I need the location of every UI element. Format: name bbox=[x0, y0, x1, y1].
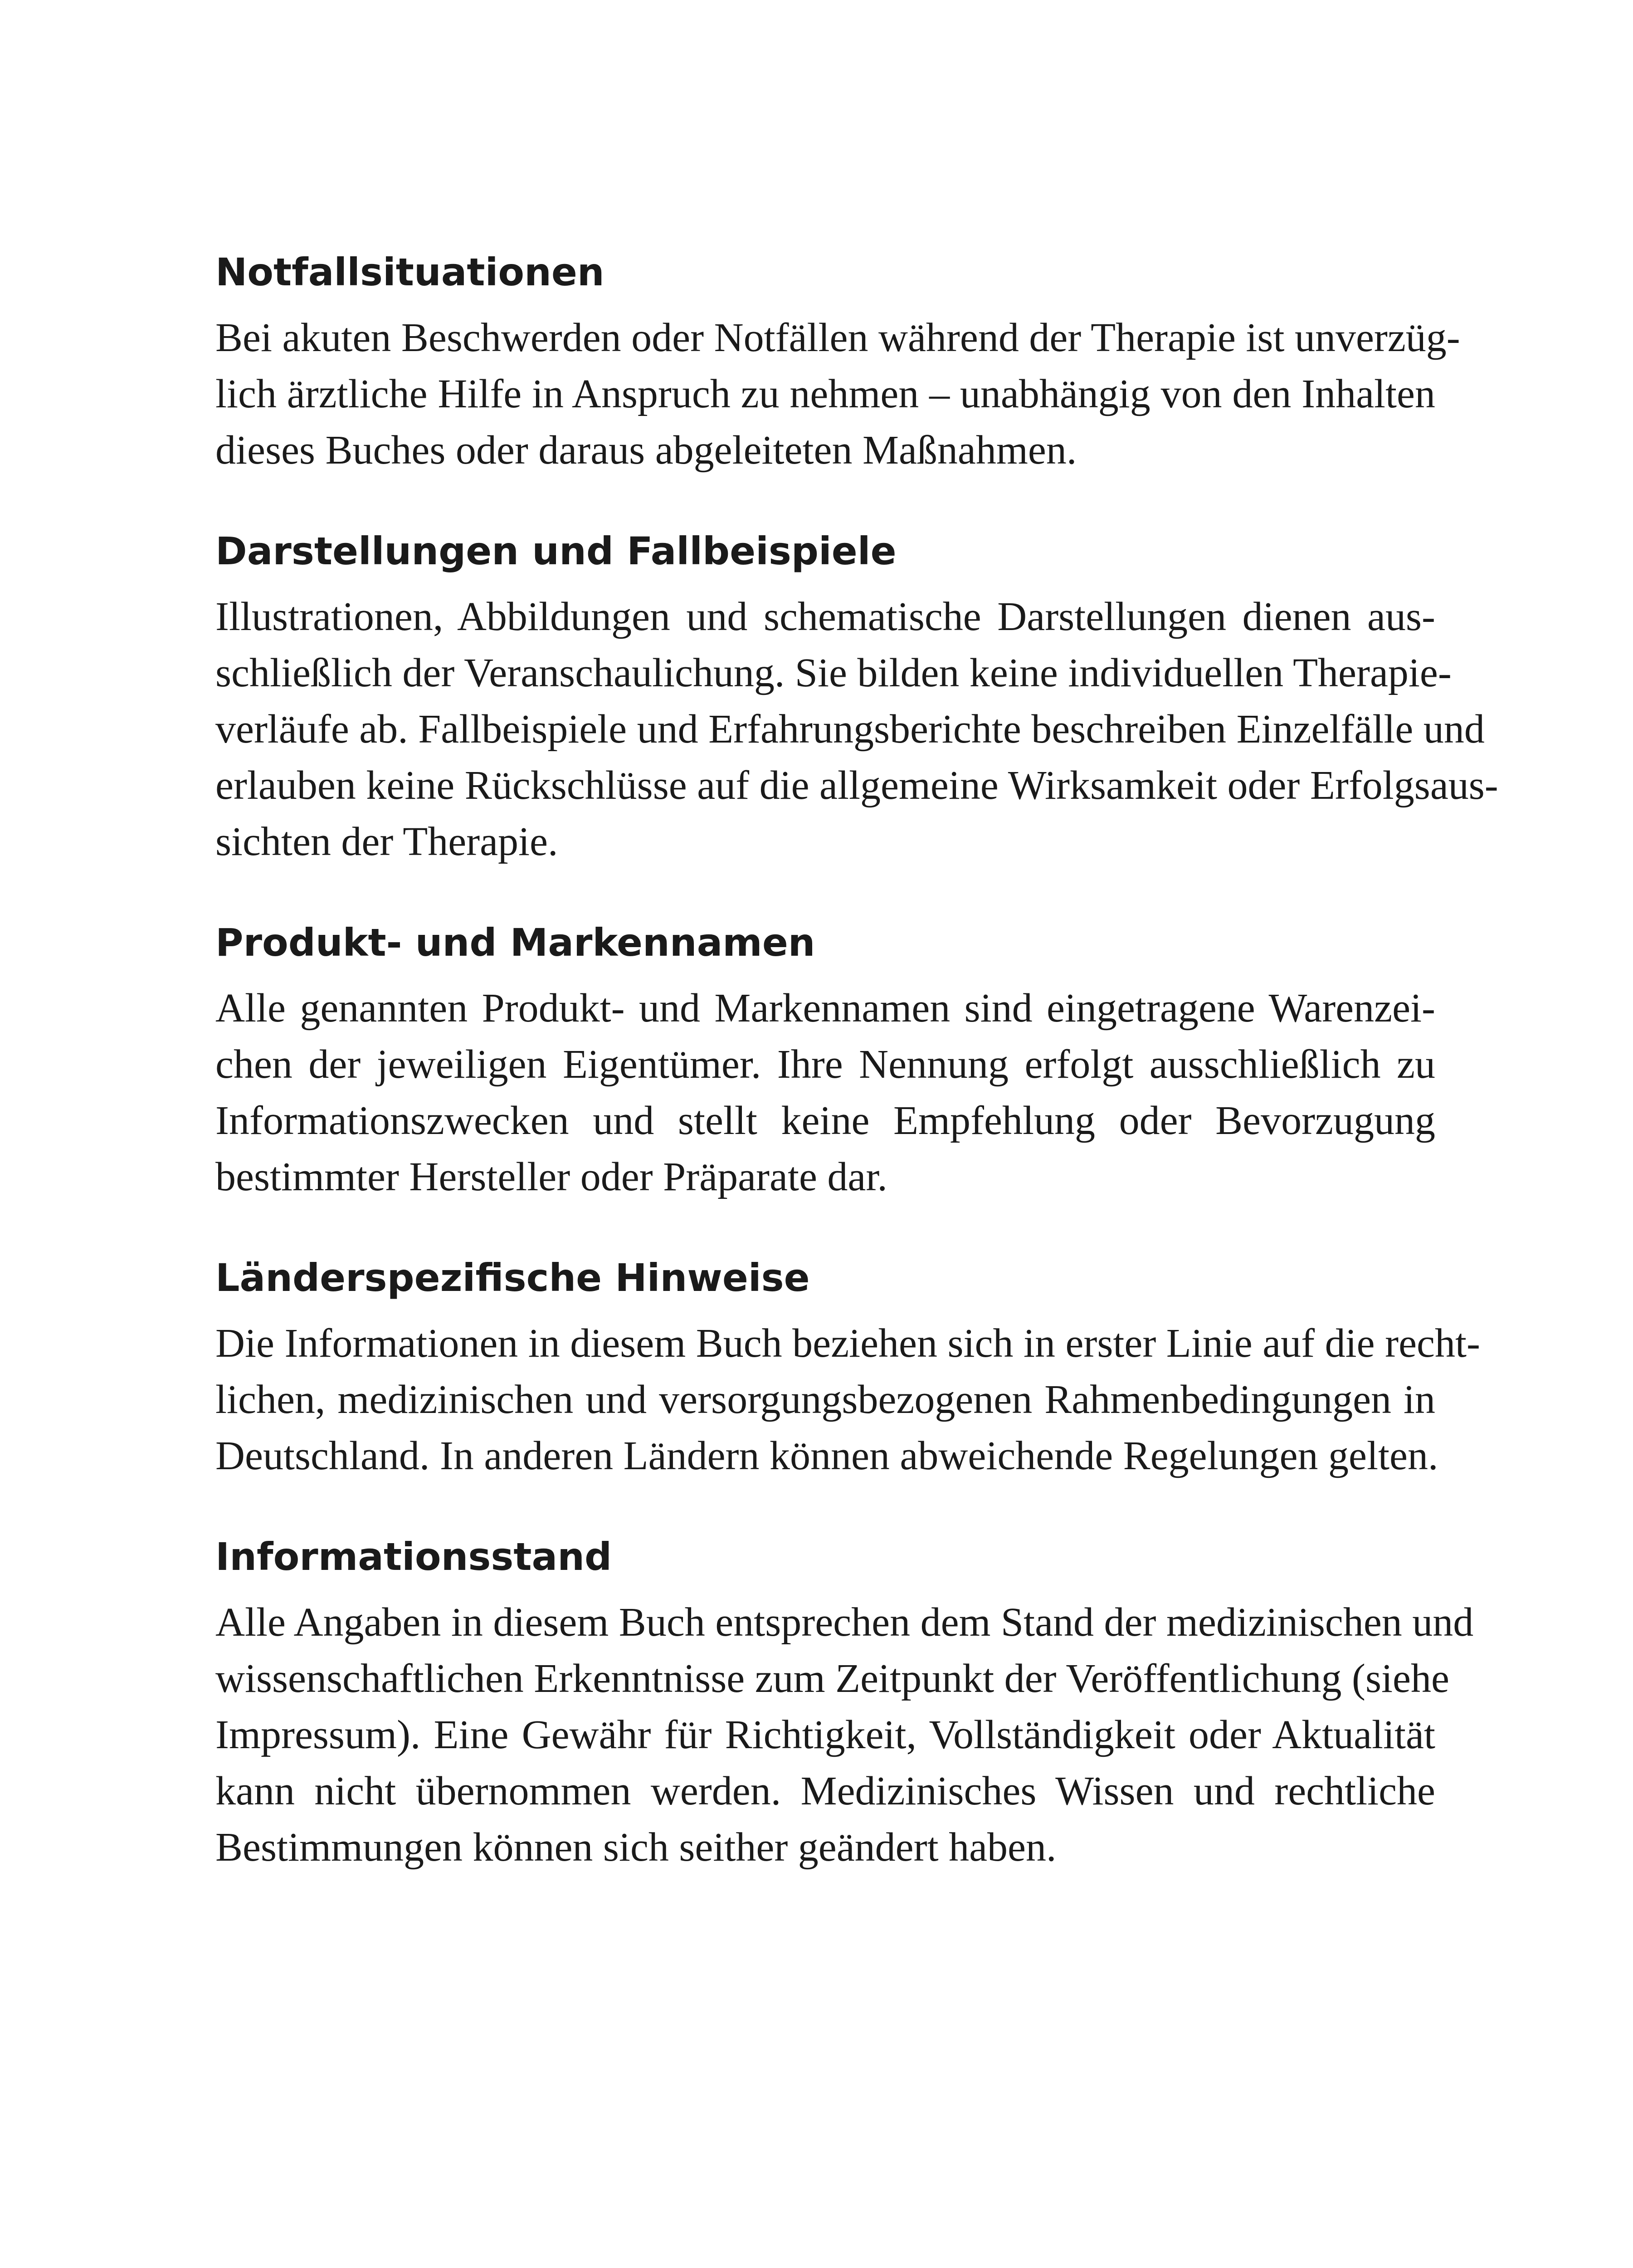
section-heading: Informationsstand bbox=[215, 1535, 612, 1579]
body-line: Alle genannten Produkt- und Markennamen sind eingetragene Warenzei- bbox=[215, 986, 1435, 1031]
section-darstellungen bbox=[215, 526, 1498, 870]
body-line: kann nicht übernommen werden. Medizinisches Wissen und rechtliche bbox=[215, 1769, 1435, 1813]
body-line: verläufe ab. Fallbeispiele und Erfahrungsberichte beschreiben Einzelfälle und bbox=[215, 707, 1485, 752]
section-informationsstand bbox=[215, 1532, 1474, 1876]
body-line: erlauben keine Rückschlüsse auf die allgemeine Wirksamkeit oder Erfolgsaus- bbox=[215, 763, 1498, 808]
section-body bbox=[215, 1315, 1480, 1484]
document-content bbox=[215, 247, 1498, 1923]
body-line: chen der jeweiligen Eigentümer. Ihre Nennung erfolgt ausschließlich zu bbox=[215, 1042, 1435, 1087]
section-body bbox=[215, 980, 1435, 1205]
body-line: Bei akuten Beschwerden oder Notfällen während der Therapie ist unverzüg- bbox=[215, 315, 1460, 360]
section-heading: Länderspezifische Hinweise bbox=[215, 1256, 810, 1300]
body-line: Bestimmungen können sich seither geändert haben. bbox=[215, 1825, 1057, 1870]
section-laenderhinweise bbox=[215, 1253, 1480, 1484]
body-line: Alle Angaben in diesem Buch entsprechen dem Stand der medizinischen und bbox=[215, 1600, 1474, 1645]
section-body bbox=[215, 310, 1460, 479]
body-line: Impressum). Eine Gewähr für Richtigkeit, Vollständigkeit oder Aktualität bbox=[215, 1712, 1435, 1757]
body-line: Illustrationen, Abbildungen und schematische Darstellungen dienen aus- bbox=[215, 594, 1435, 639]
section-notfallsituationen bbox=[215, 247, 1460, 479]
body-line: sichten der Therapie. bbox=[215, 819, 558, 864]
body-line: lichen, medizinischen und versorgungsbezogenen Rahmenbedingungen in bbox=[215, 1377, 1435, 1422]
section-body bbox=[215, 1594, 1474, 1876]
body-line: Informationszwecken und stellt keine Empfehlung oder Bevorzugung bbox=[215, 1098, 1435, 1143]
body-line: dieses Buches oder daraus abgeleiteten Maßnahmen. bbox=[215, 428, 1077, 473]
section-produktnamen bbox=[215, 918, 1435, 1205]
body-line: Die Informationen in diesem Buch beziehen sich in erster Linie auf die recht- bbox=[215, 1321, 1480, 1366]
section-heading: Notfallsituationen bbox=[215, 250, 604, 294]
body-line: bestimmter Hersteller oder Präparate dar. bbox=[215, 1154, 887, 1199]
body-line: Deutschland. In anderen Ländern können abweichende Regelungen gelten. bbox=[215, 1433, 1438, 1478]
body-line: schließlich der Veranschaulichung. Sie bilden keine individuellen Therapie- bbox=[215, 650, 1452, 695]
body-line: wissenschaftlichen Erkenntnisse zum Zeitpunkt der Veröffentlichung (siehe bbox=[215, 1656, 1449, 1701]
body-line: lich ärztliche Hilfe in Anspruch zu nehmen – unabhängig von den Inhalten bbox=[215, 371, 1435, 416]
section-heading: Darstellungen und Fallbeispiele bbox=[215, 529, 897, 573]
section-body bbox=[215, 589, 1498, 870]
section-heading: Produkt- und Markennamen bbox=[215, 920, 815, 965]
